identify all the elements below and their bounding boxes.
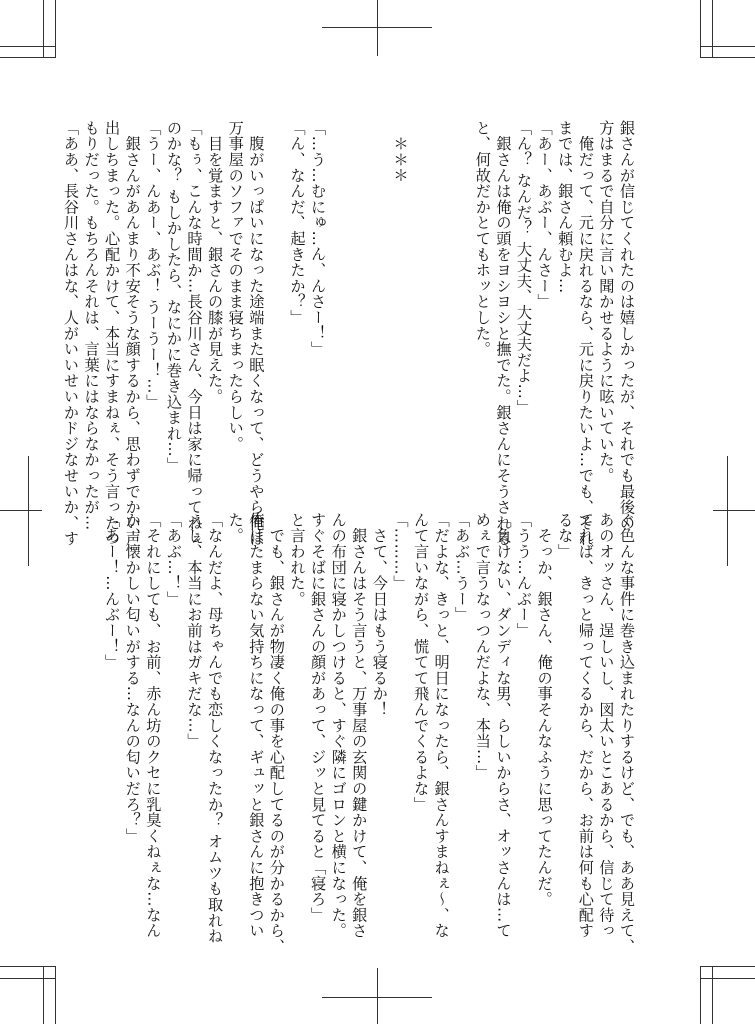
crop-mark-top-left-h <box>0 46 55 47</box>
text-line: 「あー、あぶー、んさー」 <box>535 120 554 310</box>
text-line: ぐ色んな事件に巻き込まれたりするけど、でも、ああ見えて、 <box>618 512 636 955</box>
text-line: あのオッさん、逞しいし、図太いとこあるから、信じて待っ <box>597 512 616 939</box>
text-line: そっか、銀さん、俺の事そんなふうに思ってたんだ。 <box>535 512 554 907</box>
text-line <box>266 120 287 492</box>
text-line: 「ん？ なんだ？ 大丈夫、大丈夫だよ…」 <box>515 120 534 416</box>
text-line: すぐそばに銀さんの顔があって、ジッと見てると「寝ろ」 <box>309 512 328 923</box>
text-line: 腹がいっぱいになった途端また眠くなって、どうやら俺は <box>247 120 266 547</box>
text-line: 銀さんは俺の頭をヨシヨシと撫でた。銀さんにそうされる <box>494 120 513 547</box>
text-line <box>349 120 370 492</box>
crop-mark-right-center-v <box>727 456 728 566</box>
crop-mark-bottom-center-v <box>377 968 378 1024</box>
text-line: 「あぶ…うー」 <box>453 512 472 623</box>
text-line: 「それにしても、お前、赤ん坊のクセに乳臭くねぇな…なん <box>144 512 163 939</box>
text-line <box>452 120 473 492</box>
crop-mark-bottom-left-h <box>0 966 55 967</box>
text-line: と、何故だかとてもホッとした。 <box>473 120 492 357</box>
crop-mark-top-left-h2 <box>0 57 55 58</box>
text-line: 「…う…むにゅ…ん、んさー！」 <box>309 120 328 357</box>
text-line: 方はまるで自分に言い聞かせるように呟いていた。 <box>597 120 616 484</box>
text-line: か、懐かしい匂いがする…なんの匂いだろ？」 <box>123 512 142 844</box>
crop-mark-top-left-v2 <box>55 0 56 58</box>
text-line: 目を覚ますと、銀さんの膝が見えた。 <box>206 120 225 405</box>
crop-mark-top-right-v2 <box>712 0 713 58</box>
text-line: た。 <box>226 512 245 544</box>
text-line: 銀さんが信じてくれたのは嬉しかったが、それでも最後の <box>618 120 636 531</box>
crop-mark-top-center-v <box>377 0 378 56</box>
text-line: 「もぅ、こんな時間か…長谷川さん、今日は家に帰ってねぇ <box>185 120 204 547</box>
text-line: さて、今日はもう寝るか！ <box>370 512 389 718</box>
crop-mark-top-left-v <box>43 0 44 58</box>
text-line: 「ああ、長谷川さんはな、人がいいせいかドジなせいか、す <box>61 120 80 547</box>
text-line: 銀さんがあんまり不安そうな顔するから、思わずでかい声 <box>123 120 142 547</box>
text-line: までは、銀さん頼むよ… <box>556 120 575 294</box>
text-line: 「あぶ…！」 <box>164 512 183 607</box>
crop-mark-top-right-h2 <box>700 57 755 58</box>
text-line: てれば、きっと帰ってくるから、だから、お前は何も心配す <box>576 512 595 939</box>
text-line: のかな？ もしかしたら、なにかに巻き込まれ…」 <box>164 120 183 474</box>
text-line: 「なんだよ、母ちゃんでも恋しくなったか？ オムツも取れね <box>206 512 225 945</box>
text-line: 「うー、んあー、あぶ！ うーうー！…」 <box>144 120 163 410</box>
text-line: 「………」 <box>391 512 410 591</box>
text-line: 「うう…んぶー」 <box>515 512 534 639</box>
text-line: んて言いながら、慌てて飛んでくるよな」 <box>412 512 431 813</box>
text-line: 万事屋のソファでそのまま寝ちまったらしい。 <box>226 120 245 452</box>
crop-mark-bottom-right-h <box>700 966 755 967</box>
text-block-bottom <box>77 512 637 955</box>
crop-mark-bottom-right-v2 <box>712 966 713 1024</box>
text-line: 「あー！…んぶー！」 <box>103 512 122 670</box>
text-line <box>369 120 390 492</box>
text-line: 「負けない、ダンディな男、らしいからさ、オッさんは…て <box>494 512 513 939</box>
crop-mark-top-right-h <box>700 46 755 47</box>
crop-mark-bottom-right-h2 <box>700 978 755 979</box>
crop-mark-left-center-h <box>0 510 42 511</box>
text-line <box>431 120 452 492</box>
text-line: 出しちまった。心配かけて、本当にすまねぇ、そう言ったつ <box>103 120 122 547</box>
text-line: ＊＊＊ <box>391 120 410 184</box>
crop-mark-top-right-v <box>700 0 701 58</box>
crop-mark-bottom-left-h2 <box>0 978 55 979</box>
text-line: ぇし、本当にお前はガキだな…」 <box>185 512 204 749</box>
text-line <box>328 120 349 492</box>
text-line: るな」 <box>556 512 575 560</box>
text-line: でも、銀さんが物凄く俺の事を心配してるのが分かるから、 <box>267 512 286 955</box>
crop-mark-right-center-h <box>713 510 755 511</box>
crop-mark-bottom-right-v <box>700 966 701 1024</box>
text-line: 「だよな、きっと、明日になったら、銀さんすまねぇ～、な <box>432 512 451 939</box>
text-line: 俺はたまらない気持ちになって、ギュッと銀さんに抱きつい <box>247 512 266 939</box>
text-line: んの布団に寝かしつけると、すぐ隣にゴロンと横になった。 <box>329 512 348 939</box>
crop-mark-bottom-left-v2 <box>55 966 56 1024</box>
text-line: もりだった。もちろんそれは、言葉にはならなかったが… <box>82 120 101 531</box>
text-block-top <box>61 120 637 547</box>
text-line <box>410 120 431 492</box>
text-line: 銀さんはそう言うと、万事屋の玄関の鍵かけて、俺を銀さ <box>350 512 369 939</box>
crop-mark-bottom-left-v <box>43 966 44 1024</box>
text-line: 俺だって、元に戻れるなら、元に戻りたいよ…でも、それ <box>576 120 595 547</box>
text-line: めぇで言うなっつんだよな、本当…」 <box>473 512 492 781</box>
text-line: と言われた。 <box>288 512 307 607</box>
text-line: 「ん、なんだ、起きたか？」 <box>288 120 307 326</box>
crop-mark-left-center-v <box>28 456 29 566</box>
